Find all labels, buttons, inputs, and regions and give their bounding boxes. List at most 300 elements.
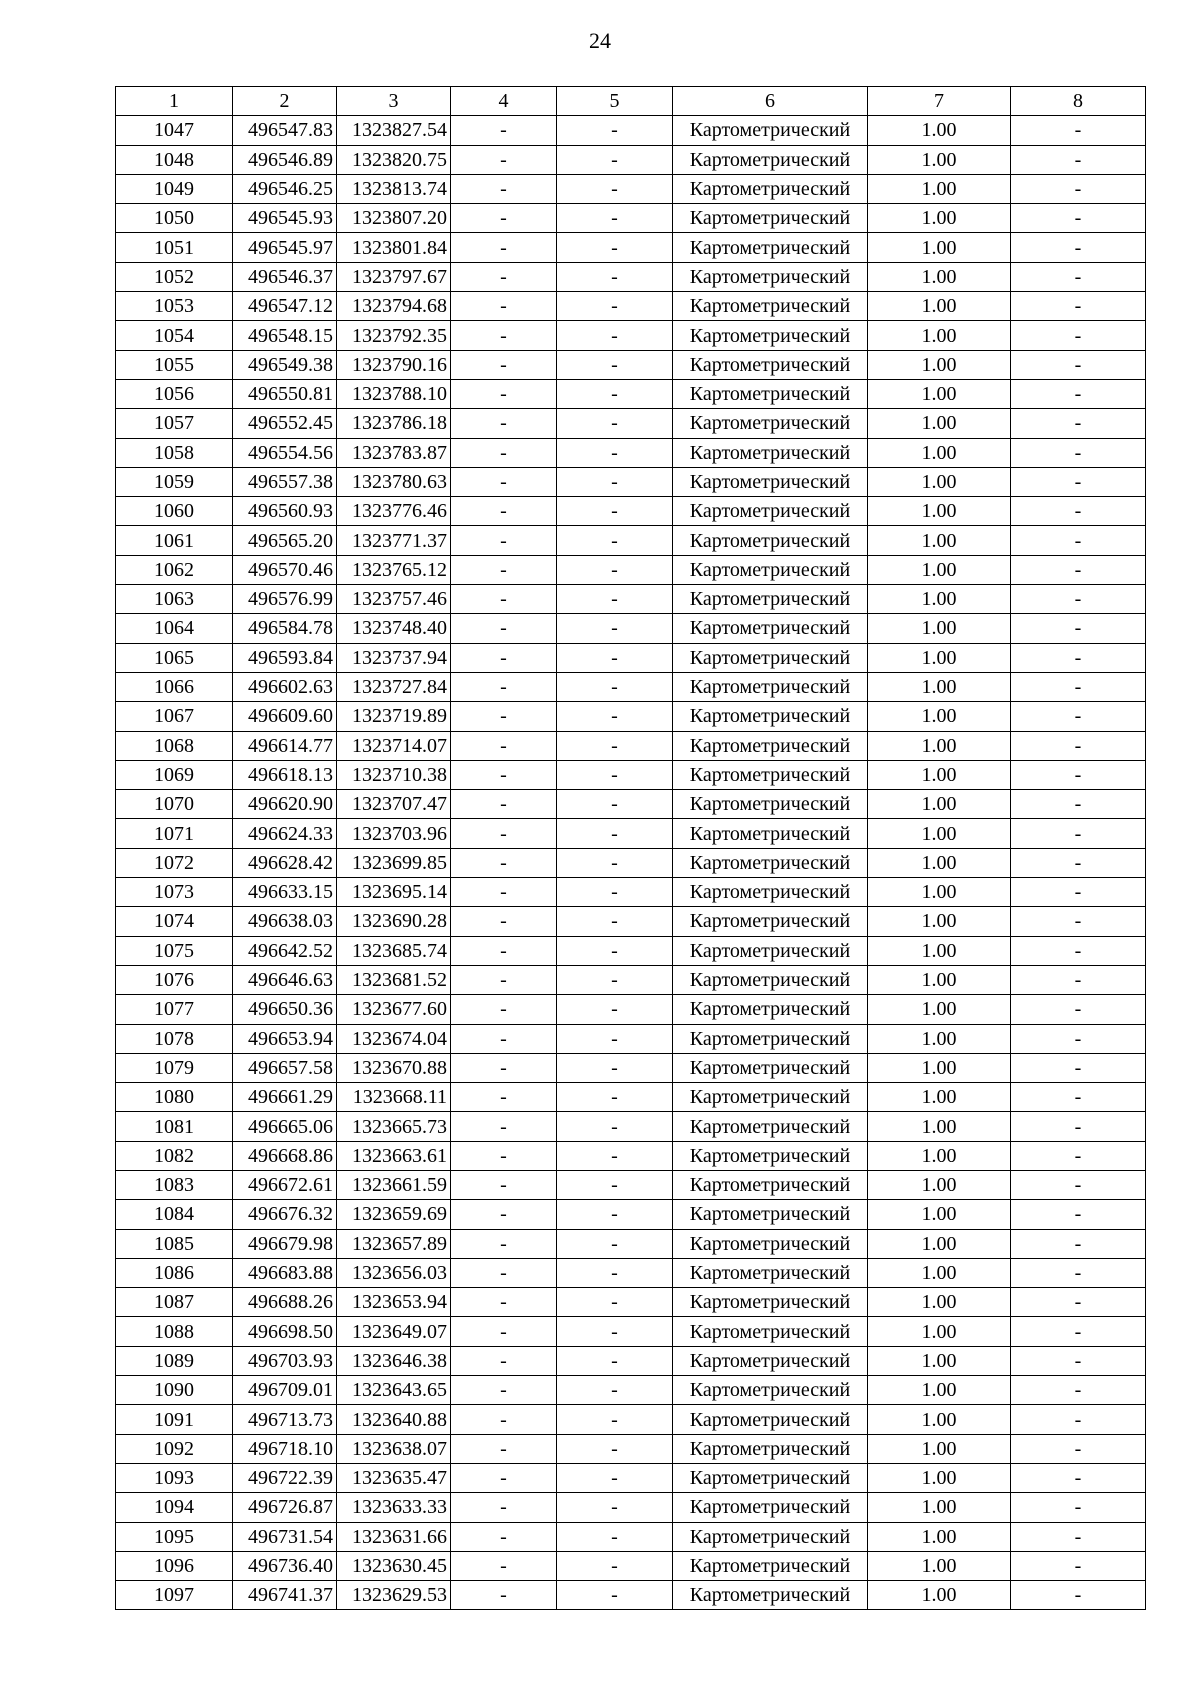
method-cell: Картометрический [673, 1229, 868, 1258]
table-row [116, 672, 1146, 701]
point-number-cell: 1076 [116, 965, 233, 994]
col-5-cell: - [557, 643, 673, 672]
point-number-cell: 1051 [116, 233, 233, 262]
coord-y-cell: 1323748.40 [337, 614, 451, 643]
column-header-4: 4 [451, 87, 557, 116]
col-8-cell: - [1011, 467, 1146, 496]
point-number-cell: 1085 [116, 1229, 233, 1258]
accuracy-cell: 1.00 [868, 1258, 1011, 1287]
accuracy-cell: 1.00 [868, 233, 1011, 262]
table-row [116, 1346, 1146, 1375]
col-5-cell: - [557, 1376, 673, 1405]
point-number-cell: 1094 [116, 1493, 233, 1522]
col-4-cell: - [451, 672, 557, 701]
coord-y-cell: 1323665.73 [337, 1112, 451, 1141]
table-row [116, 233, 1146, 262]
col-8-cell: - [1011, 350, 1146, 379]
col-4-cell: - [451, 995, 557, 1024]
col-5-cell: - [557, 1170, 673, 1199]
col-4-cell: - [451, 1522, 557, 1551]
col-8-cell: - [1011, 1376, 1146, 1405]
table-row [116, 1258, 1146, 1287]
col-8-cell: - [1011, 116, 1146, 145]
col-8-cell: - [1011, 233, 1146, 262]
coord-y-cell: 1323788.10 [337, 379, 451, 408]
coord-y-cell: 1323827.54 [337, 116, 451, 145]
coord-x-cell: 496609.60 [233, 702, 337, 731]
point-number-cell: 1070 [116, 790, 233, 819]
point-number-cell: 1080 [116, 1083, 233, 1112]
method-cell: Картометрический [673, 467, 868, 496]
coord-x-cell: 496546.37 [233, 262, 337, 291]
point-number-cell: 1082 [116, 1141, 233, 1170]
accuracy-cell: 1.00 [868, 292, 1011, 321]
point-number-cell: 1068 [116, 731, 233, 760]
coord-x-cell: 496650.36 [233, 995, 337, 1024]
coord-y-cell: 1323638.07 [337, 1434, 451, 1463]
col-4-cell: - [451, 1112, 557, 1141]
coord-x-cell: 496657.58 [233, 1053, 337, 1082]
coord-y-cell: 1323807.20 [337, 204, 451, 233]
col-5-cell: - [557, 467, 673, 496]
col-4-cell: - [451, 1288, 557, 1317]
coord-y-cell: 1323629.53 [337, 1581, 451, 1610]
point-number-cell: 1064 [116, 614, 233, 643]
table-row [116, 1463, 1146, 1492]
coord-x-cell: 496703.93 [233, 1346, 337, 1375]
col-4-cell: - [451, 1170, 557, 1199]
coord-y-cell: 1323771.37 [337, 526, 451, 555]
col-4-cell: - [451, 1581, 557, 1610]
coord-x-cell: 496683.88 [233, 1258, 337, 1287]
coord-x-cell: 496546.89 [233, 145, 337, 174]
col-8-cell: - [1011, 1258, 1146, 1287]
point-number-cell: 1054 [116, 321, 233, 350]
coord-x-cell: 496614.77 [233, 731, 337, 760]
table-row [116, 116, 1146, 145]
method-cell: Картометрический [673, 555, 868, 584]
table-row [116, 1200, 1146, 1229]
coord-x-cell: 496713.73 [233, 1405, 337, 1434]
col-4-cell: - [451, 614, 557, 643]
coord-x-cell: 496620.90 [233, 790, 337, 819]
col-4-cell: - [451, 555, 557, 584]
table-row [116, 174, 1146, 203]
col-5-cell: - [557, 878, 673, 907]
point-number-cell: 1058 [116, 438, 233, 467]
col-8-cell: - [1011, 1083, 1146, 1112]
coord-x-cell: 496565.20 [233, 526, 337, 555]
coord-y-cell: 1323714.07 [337, 731, 451, 760]
point-number-cell: 1089 [116, 1346, 233, 1375]
col-4-cell: - [451, 907, 557, 936]
col-4-cell: - [451, 643, 557, 672]
table-row [116, 1288, 1146, 1317]
coord-x-cell: 496602.63 [233, 672, 337, 701]
accuracy-cell: 1.00 [868, 438, 1011, 467]
col-5-cell: - [557, 497, 673, 526]
col-5-cell: - [557, 174, 673, 203]
method-cell: Картометрический [673, 1493, 868, 1522]
col-4-cell: - [451, 262, 557, 291]
col-5-cell: - [557, 848, 673, 877]
col-4-cell: - [451, 702, 557, 731]
col-4-cell: - [451, 760, 557, 789]
accuracy-cell: 1.00 [868, 1053, 1011, 1082]
point-number-cell: 1069 [116, 760, 233, 789]
col-8-cell: - [1011, 965, 1146, 994]
col-5-cell: - [557, 1434, 673, 1463]
coord-x-cell: 496552.45 [233, 409, 337, 438]
col-4-cell: - [451, 467, 557, 496]
col-8-cell: - [1011, 643, 1146, 672]
col-8-cell: - [1011, 1053, 1146, 1082]
method-cell: Картометрический [673, 1200, 868, 1229]
coord-x-cell: 496628.42 [233, 848, 337, 877]
accuracy-cell: 1.00 [868, 1376, 1011, 1405]
accuracy-cell: 1.00 [868, 672, 1011, 701]
coord-y-cell: 1323699.85 [337, 848, 451, 877]
point-number-cell: 1078 [116, 1024, 233, 1053]
table-row [116, 790, 1146, 819]
accuracy-cell: 1.00 [868, 1434, 1011, 1463]
col-5-cell: - [557, 262, 673, 291]
col-8-cell: - [1011, 702, 1146, 731]
table-row [116, 848, 1146, 877]
coord-y-cell: 1323792.35 [337, 321, 451, 350]
coord-x-cell: 496548.15 [233, 321, 337, 350]
col-4-cell: - [451, 1463, 557, 1492]
coord-y-cell: 1323719.89 [337, 702, 451, 731]
accuracy-cell: 1.00 [868, 585, 1011, 614]
method-cell: Картометрический [673, 116, 868, 145]
point-number-cell: 1092 [116, 1434, 233, 1463]
col-4-cell: - [451, 1053, 557, 1082]
col-4-cell: - [451, 438, 557, 467]
coord-y-cell: 1323635.47 [337, 1463, 451, 1492]
coord-y-cell: 1323690.28 [337, 907, 451, 936]
col-4-cell: - [451, 1229, 557, 1258]
method-cell: Картометрический [673, 936, 868, 965]
coord-y-cell: 1323661.59 [337, 1170, 451, 1199]
coord-y-cell: 1323757.46 [337, 585, 451, 614]
table-row [116, 438, 1146, 467]
accuracy-cell: 1.00 [868, 819, 1011, 848]
table-row [116, 1581, 1146, 1610]
col-8-cell: - [1011, 1493, 1146, 1522]
method-cell: Картометрический [673, 760, 868, 789]
col-5-cell: - [557, 1346, 673, 1375]
table-row [116, 1112, 1146, 1141]
point-number-cell: 1075 [116, 936, 233, 965]
coord-y-cell: 1323737.94 [337, 643, 451, 672]
accuracy-cell: 1.00 [868, 1141, 1011, 1170]
accuracy-cell: 1.00 [868, 1405, 1011, 1434]
accuracy-cell: 1.00 [868, 497, 1011, 526]
coord-y-cell: 1323631.66 [337, 1522, 451, 1551]
col-8-cell: - [1011, 379, 1146, 408]
col-8-cell: - [1011, 292, 1146, 321]
coord-y-cell: 1323820.75 [337, 145, 451, 174]
accuracy-cell: 1.00 [868, 1229, 1011, 1258]
table-row [116, 1551, 1146, 1580]
col-4-cell: - [451, 878, 557, 907]
coord-y-cell: 1323813.74 [337, 174, 451, 203]
method-cell: Картометрический [673, 1581, 868, 1610]
accuracy-cell: 1.00 [868, 1317, 1011, 1346]
col-4-cell: - [451, 526, 557, 555]
method-cell: Картометрический [673, 1522, 868, 1551]
coord-x-cell: 496679.98 [233, 1229, 337, 1258]
col-8-cell: - [1011, 936, 1146, 965]
col-4-cell: - [451, 174, 557, 203]
method-cell: Картометрический [673, 174, 868, 203]
accuracy-cell: 1.00 [868, 350, 1011, 379]
point-number-cell: 1063 [116, 585, 233, 614]
coord-x-cell: 496624.33 [233, 819, 337, 848]
col-4-cell: - [451, 116, 557, 145]
coord-x-cell: 496547.12 [233, 292, 337, 321]
coord-x-cell: 496731.54 [233, 1522, 337, 1551]
method-cell: Картометрический [673, 526, 868, 555]
point-number-cell: 1048 [116, 145, 233, 174]
accuracy-cell: 1.00 [868, 409, 1011, 438]
accuracy-cell: 1.00 [868, 790, 1011, 819]
coord-x-cell: 496642.52 [233, 936, 337, 965]
accuracy-cell: 1.00 [868, 555, 1011, 584]
col-8-cell: - [1011, 878, 1146, 907]
method-cell: Картометрический [673, 1434, 868, 1463]
method-cell: Картометрический [673, 1376, 868, 1405]
method-cell: Картометрический [673, 1053, 868, 1082]
accuracy-cell: 1.00 [868, 262, 1011, 291]
col-5-cell: - [557, 1229, 673, 1258]
col-8-cell: - [1011, 409, 1146, 438]
col-8-cell: - [1011, 1434, 1146, 1463]
table-row [116, 350, 1146, 379]
table-row [116, 614, 1146, 643]
coord-x-cell: 496698.50 [233, 1317, 337, 1346]
col-5-cell: - [557, 819, 673, 848]
method-cell: Картометрический [673, 819, 868, 848]
col-8-cell: - [1011, 204, 1146, 233]
col-4-cell: - [451, 1434, 557, 1463]
coord-x-cell: 496709.01 [233, 1376, 337, 1405]
col-5-cell: - [557, 1258, 673, 1287]
col-8-cell: - [1011, 174, 1146, 203]
col-4-cell: - [451, 321, 557, 350]
col-8-cell: - [1011, 907, 1146, 936]
method-cell: Картометрический [673, 702, 868, 731]
method-cell: Картометрический [673, 438, 868, 467]
col-4-cell: - [451, 1141, 557, 1170]
col-5-cell: - [557, 204, 673, 233]
column-header-1: 1 [116, 87, 233, 116]
coord-x-cell: 496560.93 [233, 497, 337, 526]
col-5-cell: - [557, 1463, 673, 1492]
point-number-cell: 1047 [116, 116, 233, 145]
method-cell: Картометрический [673, 350, 868, 379]
col-5-cell: - [557, 350, 673, 379]
table-row [116, 1317, 1146, 1346]
table-row [116, 1493, 1146, 1522]
coord-y-cell: 1323646.38 [337, 1346, 451, 1375]
point-number-cell: 1079 [116, 1053, 233, 1082]
method-cell: Картометрический [673, 643, 868, 672]
coord-x-cell: 496672.61 [233, 1170, 337, 1199]
point-number-cell: 1093 [116, 1463, 233, 1492]
point-number-cell: 1091 [116, 1405, 233, 1434]
col-5-cell: - [557, 116, 673, 145]
method-cell: Картометрический [673, 379, 868, 408]
col-4-cell: - [451, 1200, 557, 1229]
method-cell: Картометрический [673, 204, 868, 233]
method-cell: Картометрический [673, 1024, 868, 1053]
accuracy-cell: 1.00 [868, 145, 1011, 174]
col-4-cell: - [451, 204, 557, 233]
point-number-cell: 1096 [116, 1551, 233, 1580]
table-row [116, 995, 1146, 1024]
accuracy-cell: 1.00 [868, 1463, 1011, 1492]
col-4-cell: - [451, 379, 557, 408]
method-cell: Картометрический [673, 321, 868, 350]
accuracy-cell: 1.00 [868, 1581, 1011, 1610]
accuracy-cell: 1.00 [868, 321, 1011, 350]
col-5-cell: - [557, 233, 673, 262]
coord-y-cell: 1323780.63 [337, 467, 451, 496]
col-5-cell: - [557, 1493, 673, 1522]
table-row [116, 1376, 1146, 1405]
method-cell: Картометрический [673, 497, 868, 526]
table-row [116, 819, 1146, 848]
coord-y-cell: 1323643.65 [337, 1376, 451, 1405]
col-8-cell: - [1011, 1551, 1146, 1580]
method-cell: Картометрический [673, 1258, 868, 1287]
point-number-cell: 1086 [116, 1258, 233, 1287]
table-row [116, 204, 1146, 233]
col-5-cell: - [557, 1551, 673, 1580]
col-8-cell: - [1011, 819, 1146, 848]
col-8-cell: - [1011, 321, 1146, 350]
col-4-cell: - [451, 292, 557, 321]
coord-x-cell: 496638.03 [233, 907, 337, 936]
coord-y-cell: 1323653.94 [337, 1288, 451, 1317]
coord-x-cell: 496718.10 [233, 1434, 337, 1463]
coord-x-cell: 496665.06 [233, 1112, 337, 1141]
method-cell: Картометрический [673, 1551, 868, 1580]
coord-x-cell: 496661.29 [233, 1083, 337, 1112]
coord-x-cell: 496545.93 [233, 204, 337, 233]
accuracy-cell: 1.00 [868, 467, 1011, 496]
coord-y-cell: 1323790.16 [337, 350, 451, 379]
method-cell: Картометрический [673, 1141, 868, 1170]
col-5-cell: - [557, 1317, 673, 1346]
table-row [116, 526, 1146, 555]
point-number-cell: 1053 [116, 292, 233, 321]
header-row [116, 87, 1146, 116]
coord-y-cell: 1323727.84 [337, 672, 451, 701]
method-cell: Картометрический [673, 672, 868, 701]
method-cell: Картометрический [673, 233, 868, 262]
coord-y-cell: 1323703.96 [337, 819, 451, 848]
table-row [116, 292, 1146, 321]
accuracy-cell: 1.00 [868, 731, 1011, 760]
col-4-cell: - [451, 1376, 557, 1405]
method-cell: Картометрический [673, 145, 868, 174]
coord-y-cell: 1323786.18 [337, 409, 451, 438]
point-number-cell: 1050 [116, 204, 233, 233]
col-8-cell: - [1011, 1200, 1146, 1229]
col-5-cell: - [557, 965, 673, 994]
col-8-cell: - [1011, 526, 1146, 555]
method-cell: Картометрический [673, 585, 868, 614]
coord-x-cell: 496584.78 [233, 614, 337, 643]
accuracy-cell: 1.00 [868, 204, 1011, 233]
col-5-cell: - [557, 760, 673, 789]
coord-y-cell: 1323765.12 [337, 555, 451, 584]
coord-x-cell: 496653.94 [233, 1024, 337, 1053]
coord-y-cell: 1323659.69 [337, 1200, 451, 1229]
col-4-cell: - [451, 1346, 557, 1375]
method-cell: Картометрический [673, 262, 868, 291]
coord-y-cell: 1323801.84 [337, 233, 451, 262]
point-number-cell: 1088 [116, 1317, 233, 1346]
table-row [116, 321, 1146, 350]
col-4-cell: - [451, 1317, 557, 1346]
col-4-cell: - [451, 1493, 557, 1522]
col-8-cell: - [1011, 760, 1146, 789]
col-5-cell: - [557, 409, 673, 438]
method-cell: Картометрический [673, 878, 868, 907]
accuracy-cell: 1.00 [868, 614, 1011, 643]
table-row [116, 145, 1146, 174]
col-4-cell: - [451, 145, 557, 174]
col-5-cell: - [557, 292, 673, 321]
coord-x-cell: 496557.38 [233, 467, 337, 496]
coord-y-cell: 1323710.38 [337, 760, 451, 789]
column-header-3: 3 [337, 87, 451, 116]
col-4-cell: - [451, 965, 557, 994]
point-number-cell: 1072 [116, 848, 233, 877]
table-row [116, 643, 1146, 672]
column-header-6: 6 [673, 87, 868, 116]
method-cell: Картометрический [673, 731, 868, 760]
coord-y-cell: 1323677.60 [337, 995, 451, 1024]
coord-x-cell: 496547.83 [233, 116, 337, 145]
point-number-cell: 1052 [116, 262, 233, 291]
accuracy-cell: 1.00 [868, 379, 1011, 408]
accuracy-cell: 1.00 [868, 702, 1011, 731]
col-4-cell: - [451, 350, 557, 379]
accuracy-cell: 1.00 [868, 995, 1011, 1024]
coord-y-cell: 1323640.88 [337, 1405, 451, 1434]
point-number-cell: 1083 [116, 1170, 233, 1199]
table-row [116, 965, 1146, 994]
accuracy-cell: 1.00 [868, 116, 1011, 145]
coord-x-cell: 496545.97 [233, 233, 337, 262]
table-row [116, 878, 1146, 907]
method-cell: Картометрический [673, 907, 868, 936]
table-row [116, 1522, 1146, 1551]
col-8-cell: - [1011, 614, 1146, 643]
method-cell: Картометрический [673, 995, 868, 1024]
col-4-cell: - [451, 1405, 557, 1434]
col-4-cell: - [451, 790, 557, 819]
accuracy-cell: 1.00 [868, 1112, 1011, 1141]
col-5-cell: - [557, 672, 673, 701]
point-number-cell: 1065 [116, 643, 233, 672]
coord-y-cell: 1323656.03 [337, 1258, 451, 1287]
